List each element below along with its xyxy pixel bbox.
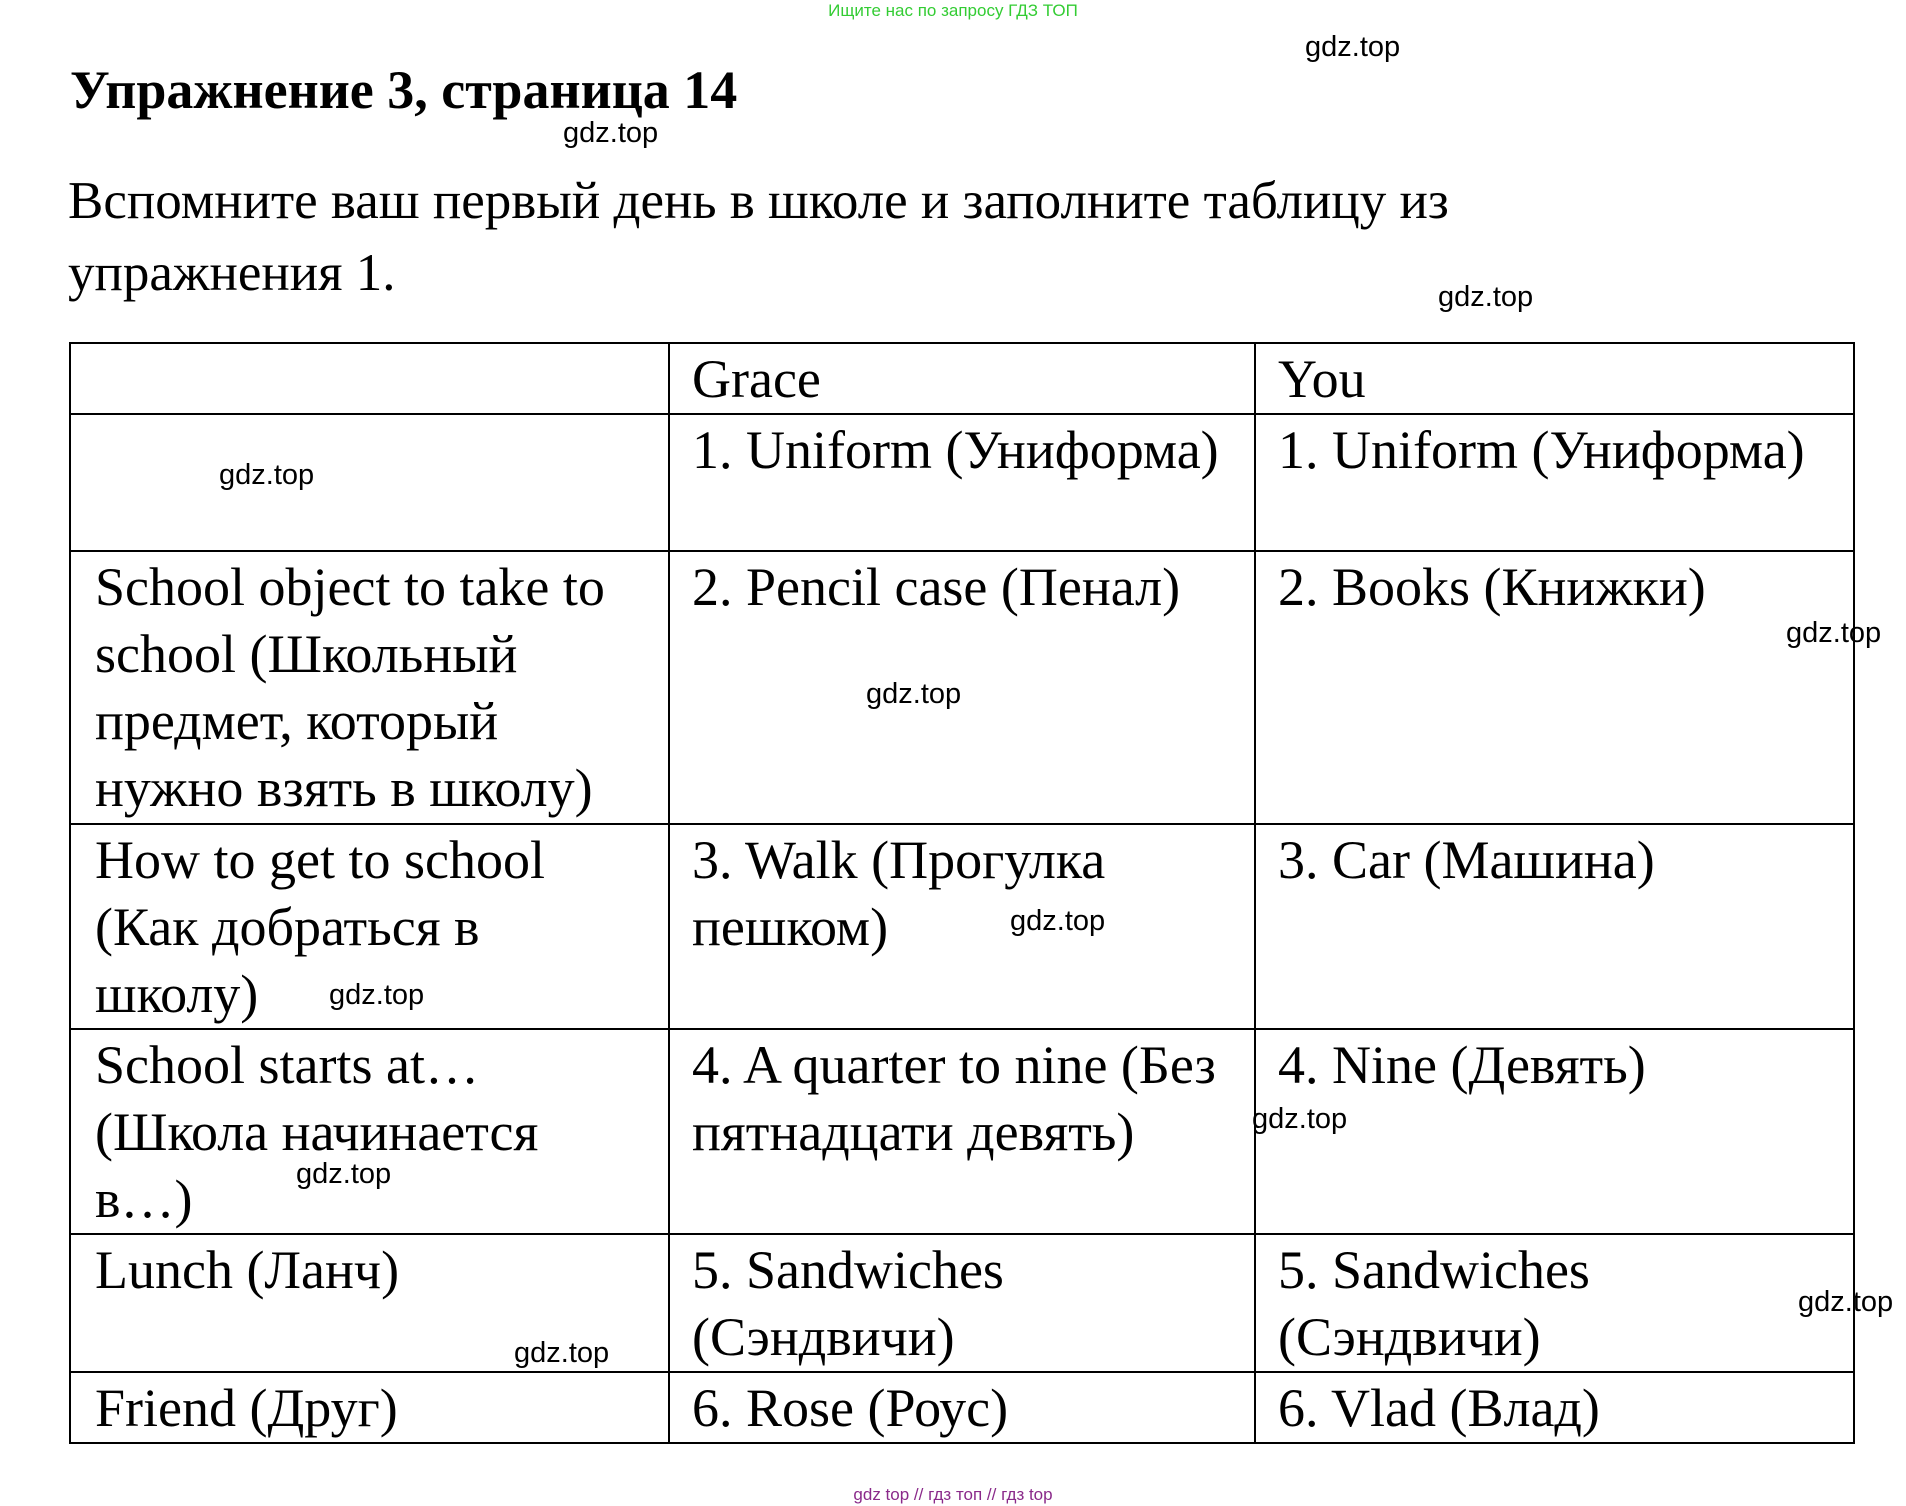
grace-cell: 1. Uniform (Униформа): [669, 414, 1255, 551]
watermark: gdz.top: [514, 1337, 610, 1369]
table-header-row: [70, 343, 1854, 414]
watermark: gdz.top: [563, 117, 659, 149]
you-cell: 6. Vlad (Влад): [1255, 1372, 1854, 1443]
grace-cell: 3. Walk (Прогулка пешком): [669, 824, 1255, 1029]
table-row: [70, 1029, 1854, 1234]
you-cell: 1. Uniform (Униформа): [1255, 414, 1854, 551]
header-cell-grace: Grace: [669, 343, 1255, 414]
exercise-table: [69, 342, 1855, 1444]
you-cell: 2. Books (Книжки): [1255, 551, 1854, 824]
watermark: gdz.top: [1252, 1103, 1348, 1135]
grace-cell: 2. Pencil case (Пенал): [669, 551, 1255, 824]
watermark: gdz.top: [296, 1158, 392, 1190]
watermark: gdz.top: [219, 459, 315, 491]
you-cell: 4. Nine (Девять): [1255, 1029, 1854, 1234]
table-row: [70, 551, 1854, 824]
footer-watermark: gdz top // гдз топ // гдз top: [853, 1485, 1053, 1504]
top-banner: Ищите нас по запросу ГДЗ ТОП: [828, 1, 1078, 20]
row-label-cell: [70, 414, 669, 551]
table-row: [70, 1234, 1854, 1372]
watermark: gdz.top: [1798, 1286, 1894, 1318]
row-label-cell: School object to take to school (Школьный предмет, который нужно взять в школу): [70, 551, 669, 824]
table-row: [70, 414, 1854, 551]
grace-cell: 5. Sandwiches (Сэндвичи): [669, 1234, 1255, 1372]
page-title: Упражнение 3, страница 14: [70, 60, 738, 120]
watermark: gdz.top: [866, 678, 962, 710]
watermark: gdz.top: [1305, 31, 1401, 63]
row-label-cell: Friend (Друг): [70, 1372, 669, 1443]
row-label-cell: School starts at… (Школа начинается в…): [70, 1029, 669, 1234]
watermark: gdz.top: [1786, 617, 1882, 649]
header-cell-empty: [70, 343, 669, 414]
grace-cell: 6. Rose (Роус): [669, 1372, 1255, 1443]
watermark: gdz.top: [1010, 905, 1106, 937]
you-cell: 3. Car (Машина): [1255, 824, 1854, 1029]
row-label-cell: Lunch (Ланч): [70, 1234, 669, 1372]
watermark: gdz.top: [329, 979, 425, 1011]
header-cell-you: You: [1255, 343, 1854, 414]
table-row: [70, 1372, 1854, 1443]
row-label-cell: How to get to school (Как добраться в школу): [70, 824, 669, 1029]
watermark: gdz.top: [1438, 281, 1534, 313]
exercise-instruction: Вспомните ваш первый день в школе и заполните таблицу из упражнения 1.: [68, 172, 1449, 302]
you-cell: 5. Sandwiches (Сэндвичи): [1255, 1234, 1854, 1372]
grace-cell: 4. A quarter to nine (Без пятнадцати девять): [669, 1029, 1255, 1234]
